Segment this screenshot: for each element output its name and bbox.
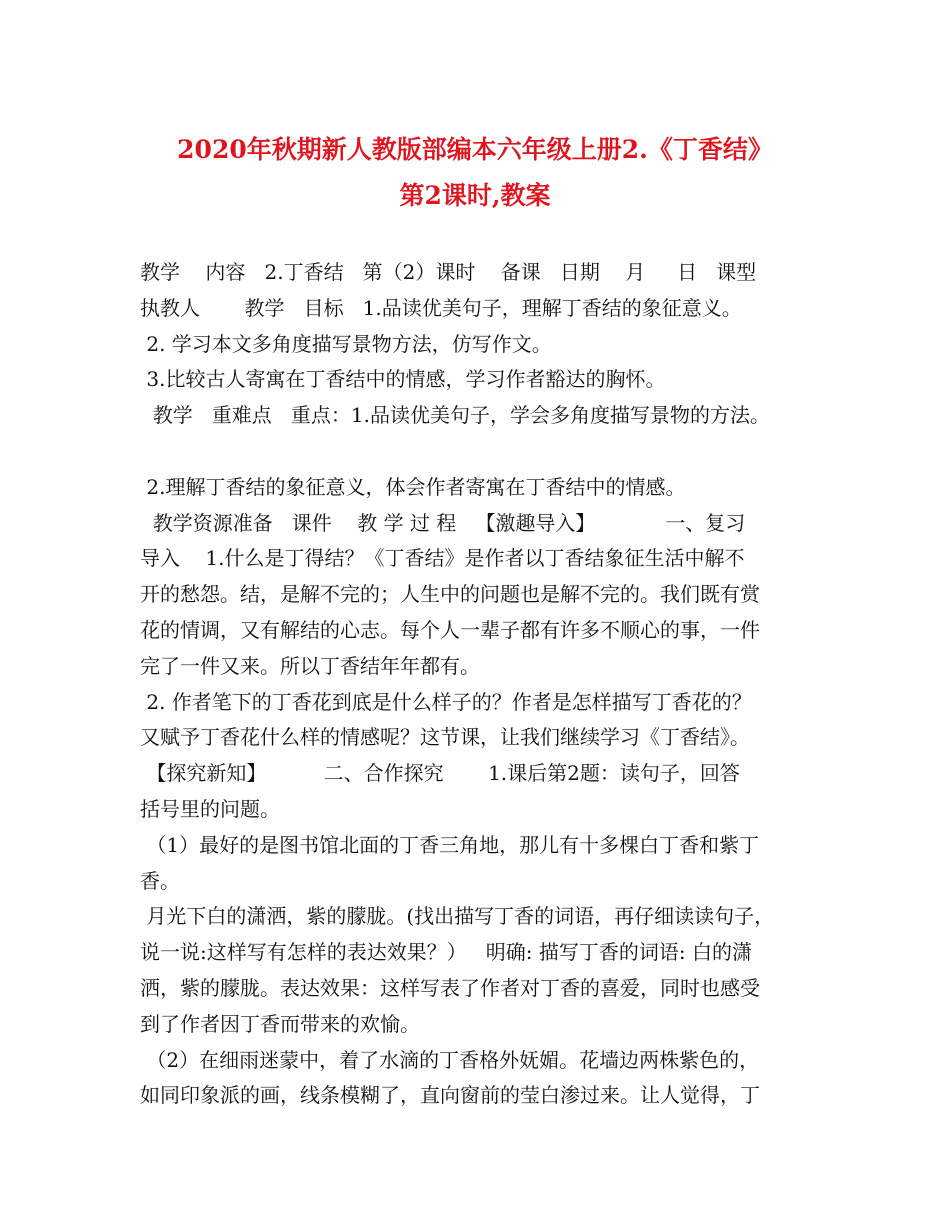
text-line: 教学资源准备 课件 教 学 过 程 【激趣导入】 一、复习 — [140, 510, 746, 535]
text-line: 【探究新知】 二、合作探究 1.课后第2题：读句子，回答 — [140, 761, 740, 786]
text-line: 开的愁怨。结，是解不完的；人生中的问题也是解不完的。我们既有赏 — [140, 582, 760, 607]
text-line: 2. 学习本文多角度描写景物方法，仿写作文。 — [140, 331, 552, 356]
text-line: 教学 重难点 重点：1.品读优美句子，学会多角度描写景物的方法。 — [140, 403, 770, 428]
text-line: 2.理解丁香结的象征意义，体会作者寄寓在丁香结中的情感。 — [140, 474, 686, 499]
text-line: 月光下白的潇洒，紫的朦胧。(找出描写丁香的词语，再仔细读读句子， — [140, 904, 775, 929]
text-line: 说一说:这样写有怎样的表达效果？） 明确: 描写丁香的词语: 白的潇 — [140, 940, 753, 965]
text-line: 如同印象派的画，线条模糊了，直向窗前的莹白渗过来。让人觉得，丁 — [140, 1083, 760, 1108]
text-line: 导入 1.什么是丁得结？《丁香结》是作者以丁香结象征生活中解不 — [140, 546, 745, 571]
text-line: 又赋予丁香花什么样的情感呢？这节课，让我们继续学习《丁香结》。 — [140, 725, 750, 750]
text-line: （2）在细雨迷蒙中，着了水滴的丁香格外妩媚。花墙边两株紫色的， — [140, 1047, 760, 1072]
text-line: 洒，紫的朦胧。表达效果：这样写表了作者对丁香的喜爱，同时也感受 — [140, 975, 760, 1000]
text-line: 执教人 教学 目标 1.品读优美句子，理解丁香结的象征意义。 — [140, 295, 742, 320]
blank-line — [140, 434, 830, 470]
text-line: （1）最好的是图书馆北面的丁香三角地，那儿有十多棵白丁香和紫丁 — [140, 832, 760, 857]
text-line: 括号里的问题。 — [140, 796, 280, 821]
text-line: 教学 内容 2.丁香结 第（2）课时 备课 日期 月 日 课型 — [140, 260, 757, 284]
document-title: 2020年秋期新人教版部编本六年级上册2.《丁香结》 — [177, 135, 773, 164]
text-line: 完了一件又来。所以丁香结年年都有。 — [140, 653, 480, 678]
text-line: 2. 作者笔下的丁香花到底是什么样子的？作者是怎样描写丁香花的？ — [140, 689, 752, 714]
text-line: 到了作者因丁香而带来的欢愉。 — [140, 1011, 420, 1036]
text-line: 香。 — [140, 868, 180, 893]
document-body — [140, 255, 830, 1114]
text-line: 3.比较古人寄寓在丁香结中的情感，学习作者豁达的胸怀。 — [140, 367, 666, 392]
document-subtitle: 第2课时,教案 — [399, 181, 551, 210]
text-line: 花的情调，又有解结的心志。每个人一辈子都有许多不顺心的事，一件 — [140, 617, 760, 642]
